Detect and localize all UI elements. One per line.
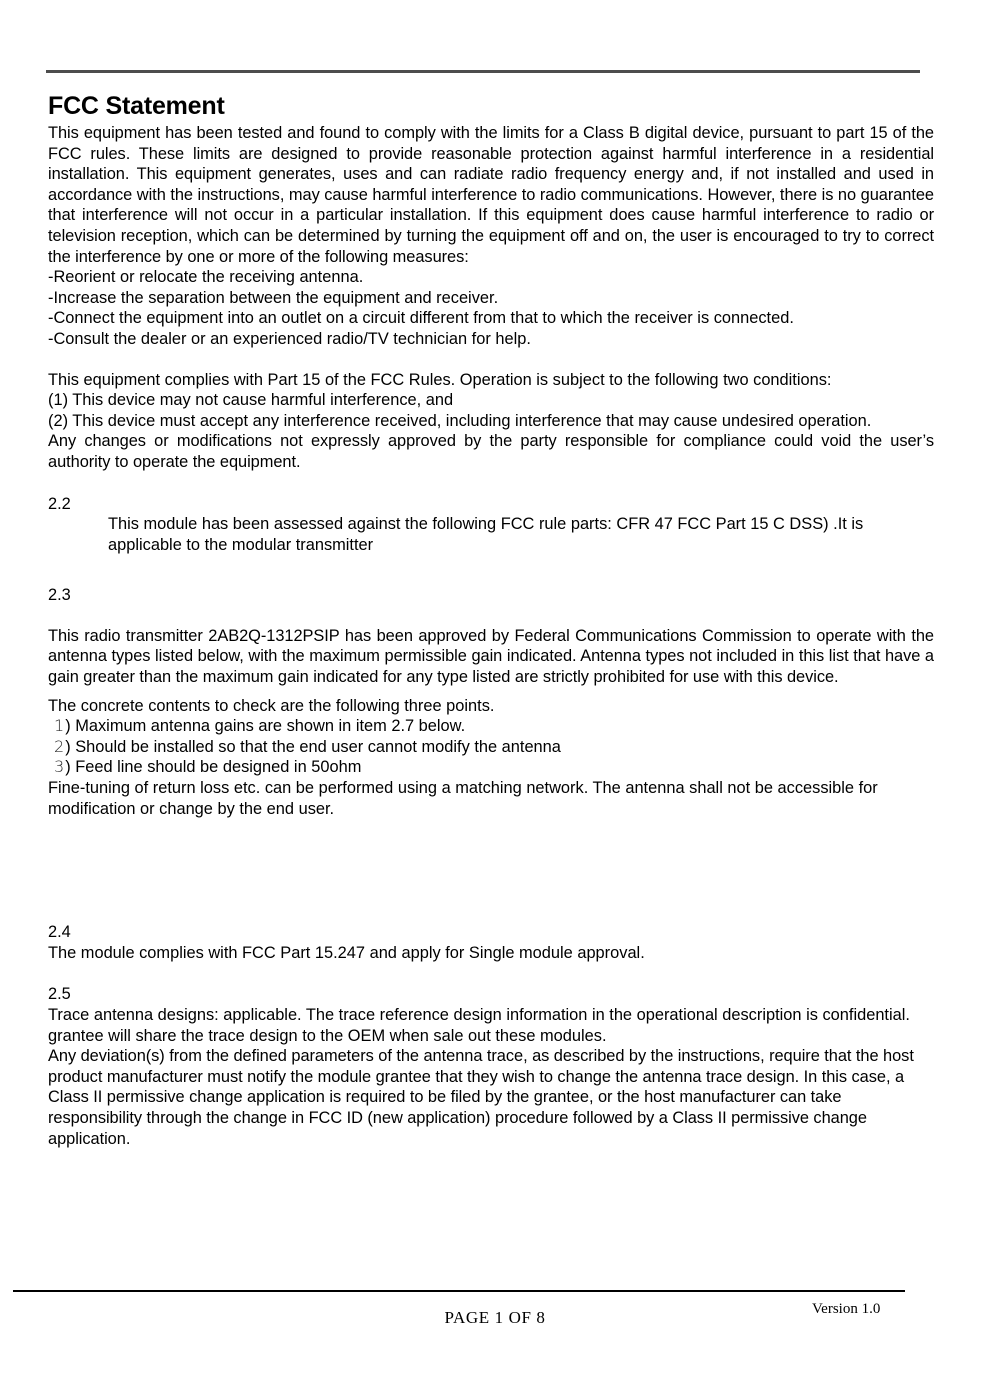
checklist-paren: ) — [65, 758, 71, 777]
page-title: FCC Statement — [48, 92, 225, 120]
spacer — [48, 688, 934, 696]
checklist-item — [48, 737, 934, 758]
document-content — [48, 92, 934, 1149]
measure-item: -Reorient or relocate the receiving antenna. — [48, 268, 364, 287]
checklist-intro: The concrete contents to check are the following three points. — [48, 696, 495, 715]
condition-item: (2) This device must accept any interference received, including interference that may cause undesired operation. — [48, 411, 872, 430]
condition-item: (1) This device may not cause harmful interference, and — [48, 391, 454, 410]
spacer — [48, 963, 934, 984]
section-body-2-3: This radio transmitter 2AB2Q-1312PSIP has been approved by Federal Communications Commission to operate with the antenna types listed below, with the maximum permissible gain indicated. Antenna types not included in this list that have a gain greater than the maximum gain indicated for any type listed are strictly prohibited for use with this device. — [48, 626, 934, 687]
spacer — [48, 819, 934, 922]
checklist-item — [48, 757, 934, 778]
changes-notice-paragraph: Any changes or modifications not expressly approved by the party responsible for compliance could void the user’s authority to operate the equipment. — [48, 432, 934, 471]
spacer — [48, 473, 934, 494]
checklist-marker: 2 — [54, 736, 65, 756]
checklist-item — [48, 716, 934, 737]
section-number-2-4: 2.4 — [48, 923, 71, 942]
footer-page-number: PAGE 1 OF 8 — [444, 1308, 546, 1327]
checklist-block — [48, 696, 934, 820]
checklist-marker: 3 — [54, 757, 65, 777]
checklist-text: Feed line should be designed in 50ohm — [75, 758, 362, 777]
header-divider — [46, 70, 920, 73]
section-body-2-4: The module complies with FCC Part 15.247 and apply for Single module approval. — [48, 943, 645, 962]
section-2-5-line1: Trace antenna designs: applicable. The trace reference design information in the operational description is confidential. — [48, 1006, 910, 1024]
spacer — [48, 606, 934, 626]
measure-item: -Increase the separation between the equipment and receiver. — [48, 288, 499, 307]
checklist-paren: ) — [65, 717, 71, 736]
section-body-2-5: Any deviation(s) from the defined parameters of the antenna trace, as described by the instructions, require that the host product manufacturer must notify the module grantee that they wish to change the antenna trace design. In this case, a Class II permissive change application is required to be filed by the grantee, or the host manufacturer can take responsibility through the change in FCC ID (new application) procedure followed by a Class II permissive change application. — [48, 1047, 914, 1148]
closing-line: The antenna shall not be accessible for modification or change by the end user. — [48, 779, 878, 818]
corrective-measures-list — [48, 267, 934, 349]
checklist-text: Should be installed so that the end user cannot modify the antenna — [75, 737, 561, 756]
spacer — [48, 350, 934, 370]
section-2-5-line2: grantee will share the trace design to the OEM when sale out these modules. — [48, 1026, 607, 1045]
section-number-2-5: 2.5 — [48, 985, 71, 1004]
part15-intro: This equipment complies with Part 15 of the FCC Rules. Operation is subject to the following two conditions: — [48, 370, 832, 389]
closing-line: Fine-tuning of return loss etc. can be performed using a matching network. — [48, 779, 589, 798]
part15-conditions-block — [48, 370, 934, 432]
measure-item: -Connect the equipment into an outlet on a circuit different from that to which the receiver is connected. — [48, 309, 794, 328]
section-number-2-2: 2.2 — [48, 494, 71, 513]
checklist-text: Maximum antenna gains are shown in item 2.7 below. — [75, 717, 466, 736]
spacer — [48, 555, 934, 585]
section-body-2-2: This module has been assessed against the following FCC rule parts: CFR 47 FCC Part 15 C DSS) .It is applicable to the modular transmitter — [108, 515, 864, 554]
footer-version: Version 1.0 — [812, 1301, 881, 1317]
checklist-marker: 1 — [54, 716, 65, 736]
measure-item: -Consult the dealer or an experienced radio/TV technician for help. — [48, 329, 531, 348]
section-number-2-3: 2.3 — [48, 586, 71, 605]
checklist-paren: ) — [65, 737, 71, 756]
fcc-statement-paragraph: This equipment has been tested and found to comply with the limits for a Class B digital device, pursuant to part 15 of the FCC rules. These limits are designed to provide reasonable protection against harmful interference in a residential installation. This equipment generates, uses and can radiate radio frequency energy and, if not installed and used in accordance with the instructions, may cause harmful interference to radio communications. However, there is no guarantee that interference will not occur in a particular installation. If this equipment does cause harmful interference to radio or television reception, which can be determined by turning the equipment off and on, the user is encouraged to try to correct the interference by one or more of the following measures: — [48, 124, 934, 266]
footer-divider — [13, 1290, 905, 1292]
